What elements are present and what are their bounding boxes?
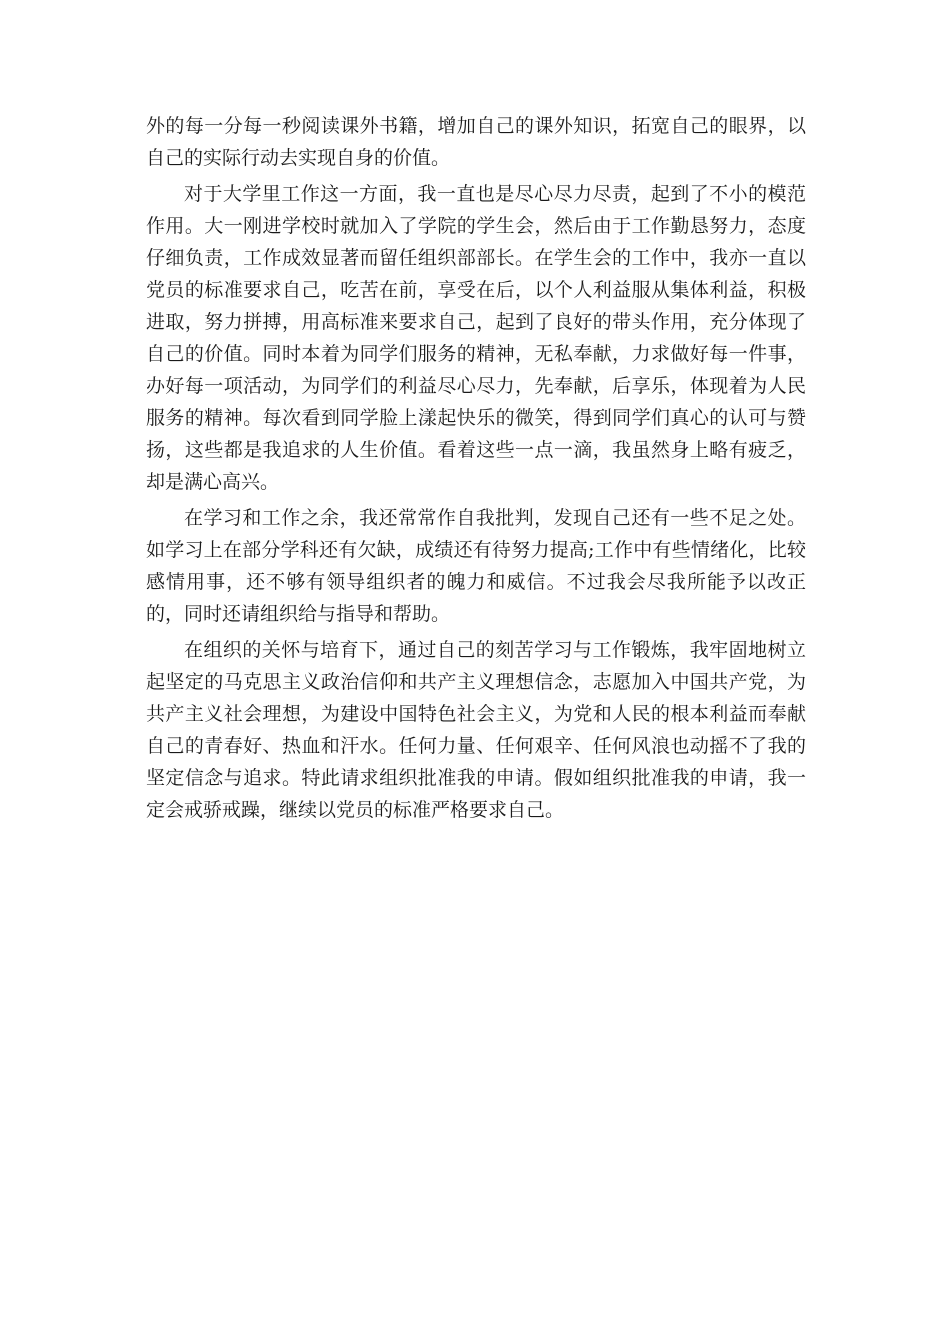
paragraph-3: 在学习和工作之余，我还常常作自我批判，发现自己还有一些不足之处。如学习上在部分学科还有欠缺，成绩还有待努力提高;工作中有些情绪化，比较感情用事，还不够有领导组织者的魄力和威信。不过我会尽我所能予以改正的，同时还请组织给与指导和帮助。	[146, 507, 806, 625]
paragraph-1: 外的每一分每一秒阅读课外书籍，增加自己的课外知识，拓宽自己的眼界，以自己的实际行动去实现自身的价值。	[146, 115, 806, 169]
document-body	[146, 110, 806, 830]
paragraph-4: 在组织的关怀与培育下，通过自己的刻苦学习与工作锻炼，我牢固地树立起坚定的马克思主义政治信仰和共产主义理想信念，志愿加入中国共产党，为共产主义社会理想，为建设中国特色社会主义，为党和人民的根本利益而奉献自己的青春好、热血和汗水。任何力量、任何艰辛、任何风浪也动摇不了我的坚定信念与追求。特此请求组织批准我的申请。假如组织批准我的申请，我一定会戒骄戒躁，继续以党员的标准严格要求自己。	[146, 639, 806, 821]
paragraph-2: 对于大学里工作这一方面，我一直也是尽心尽力尽责，起到了不小的模范作用。大一刚进学校时就加入了学院的学生会，然后由于工作勤恳努力，态度仔细负责，工作成效显著而留任组织部部长。在学生会的工作中，我亦一直以党员的标准要求自己，吃苦在前，享受在后，以个人利益服从集体利益，积极进取，努力拼搏，用高标准来要求自己，起到了良好的带头作用，充分体现了自己的价值。同时本着为同学们服务的精神，无私奉献，力求做好每一件事，办好每一项活动，为同学们的利益尽心尽力，先奉献，后享乐，体现着为人民服务的精神。每次看到同学脸上漾起快乐的微笑，得到同学们真心的认可与赞扬，这些都是我追求的人生价值。看着这些一点一滴，我虽然身上略有疲乏，却是满心高兴。	[146, 183, 806, 493]
